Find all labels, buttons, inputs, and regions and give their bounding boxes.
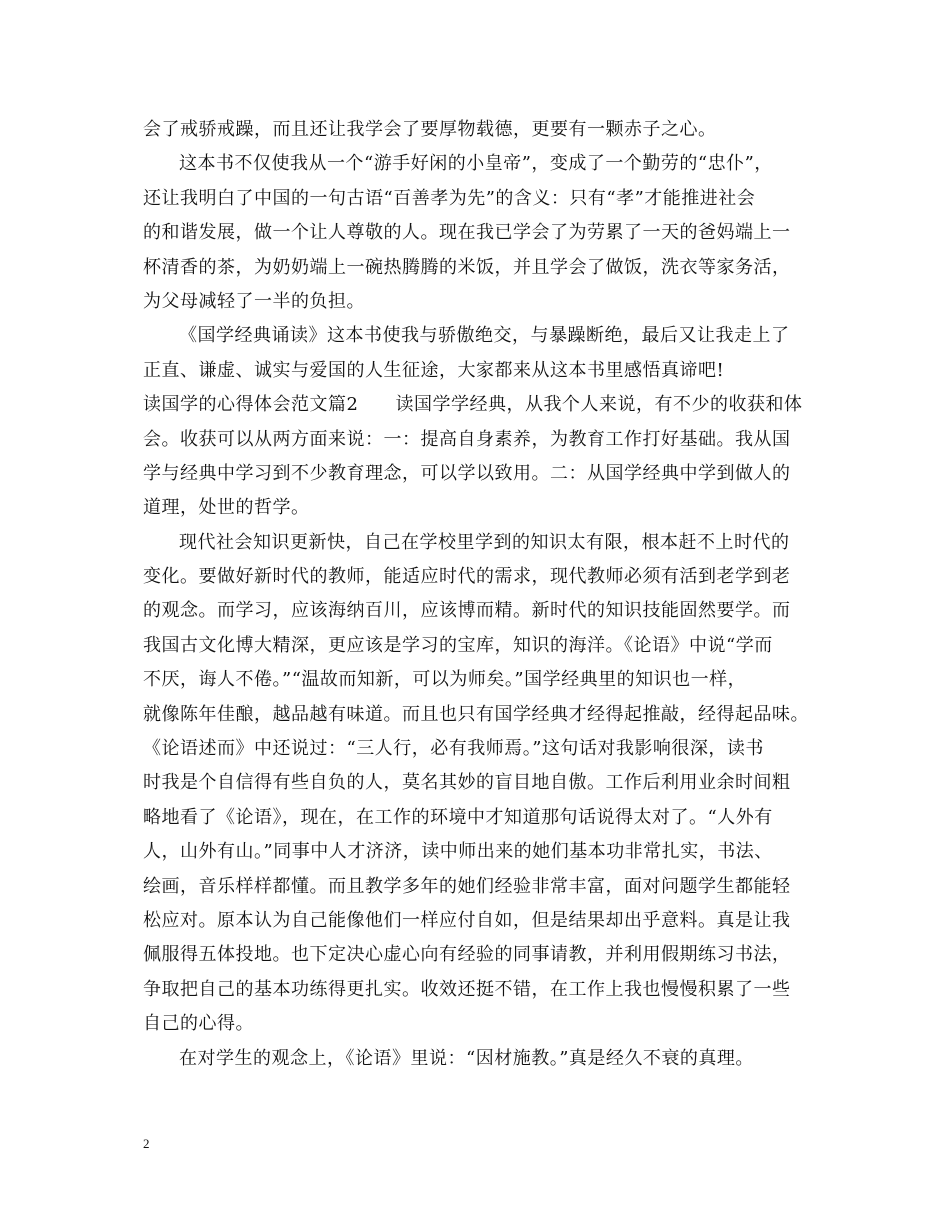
text-line: 绘画，音乐样样都懂。而且教学多年的她们经验非常丰富，面对问题学生都能轻: [143, 875, 791, 897]
text-line: 正直、谦虚、诚实与爱国的人生征途，大家都来从这本书里感悟真谛吧!: [143, 359, 725, 381]
text-line: 时我是个自信得有些自负的人，莫名其妙的盲目地自傲。工作后利用业余时间粗: [143, 772, 791, 794]
text-line: 《国学经典诵读》这本书使我与骄傲绝交，与暴躁断绝，最后又让我走上了: [179, 325, 790, 347]
text-line: 的观念。而学习，应该海纳百川，应该博而精。新时代的知识技能固然要学。而: [143, 600, 791, 622]
section-heading-line: 读国学的心得体会范文篇2 读国学学经典，从我个人来说，有不少的收获和体: [143, 394, 803, 416]
text-line: 佩服得五体投地。也下定决心虚心向有经验的同事请教，并利用假期练习书法，: [143, 944, 791, 966]
text-line: 松应对。原本认为自己能像他们一样应付自如，但是结果却出乎意料。真是让我: [143, 909, 791, 931]
text-line: 我国古文化博大精深，更应该是学习的宝库，知识的海洋。《论语》中说“学而: [143, 634, 773, 656]
text-line: 不厌，诲人不倦。”“温故而知新，可以为师矣。”国学经典里的知识也一样，: [143, 669, 747, 691]
body-text: [143, 113, 823, 1076]
text-line: 杯清香的茶，为奶奶端上一碗热腾腾的米饭，并且学会了做饭，洗衣等家务活，: [143, 256, 791, 278]
text-line: 会。收获可以从两方面来说：一：提高自身素养，为教育工作打好基础。我从国: [143, 428, 791, 450]
text-line: 的和谐发展，做一个让人尊敬的人。现在我已学会了为劳累了一天的爸妈端上一: [143, 222, 791, 244]
text-line: 现代社会知识更新快，自己在学校里学到的知识太有限，根本赶不上时代的: [179, 531, 790, 553]
text-line: 人，山外有山。”同事中人才济济，读中师出来的她们基本功非常扎实，书法、: [143, 841, 773, 863]
text-line: 会了戒骄戒躁，而且还让我学会了要厚物载德，更要有一颗赤子之心。: [143, 119, 717, 140]
text-line: 道理，处世的哲学。: [143, 497, 310, 519]
text-line: 就像陈年佳酿，越品越有味道。而且也只有国学经典才经得起推敲，经得起品味。: [143, 703, 809, 725]
text-line: 自己的心得。: [143, 1013, 254, 1035]
text-line: 学与经典中学习到不少教育理念，可以学以致用。二：从国学经典中学到做人的: [143, 462, 791, 484]
text-line: 略地看了《论语》，现在，在工作的环境中才知道那句话说得太对了。“人外有: [143, 806, 773, 828]
text-line: 还让我明白了中国的一句古语“百善孝为先”的含义：只有“孝”才能推进社会: [143, 187, 756, 209]
page-number: 2: [143, 1136, 150, 1151]
text-line: 这本书不仅使我从一个“游手好闲的小皇帝”，变成了一个勤劳的“忠仆”，: [179, 153, 773, 175]
text-line: 为父母减轻了一半的负担。: [143, 290, 365, 312]
text-line: 《论语述而》中还说过：“三人行，必有我师焉。”这句话对我影响很深，读书: [143, 738, 764, 760]
text-line: 争取把自己的基本功练得更扎实。收效还挺不错，在工作上我也慢慢积累了一些: [143, 978, 791, 1000]
text-line: 变化。要做好新时代的教师，能适应时代的需求，现代教师必须有活到老学到老: [143, 566, 791, 588]
text-line: 在对学生的观念上，《论语》里说：“因材施教。”真是经久不衰的真理。: [179, 1047, 754, 1069]
